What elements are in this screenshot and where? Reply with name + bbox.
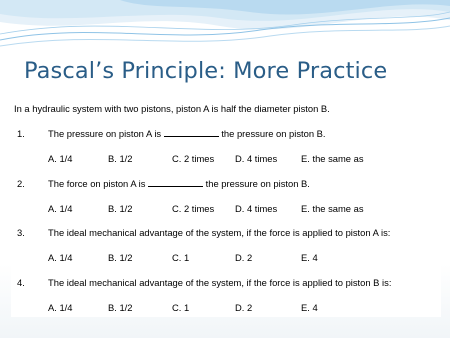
question-1 xyxy=(11,128,441,140)
question-number: 3. xyxy=(17,227,25,238)
option-c: C. 1 xyxy=(172,252,190,263)
question-text: The ideal mechanical advantage of the system, if the force is applied to piston B is: xyxy=(48,277,392,288)
question-4-options xyxy=(11,302,441,314)
question-3 xyxy=(11,227,441,239)
option-b: B. 1/2 xyxy=(108,252,133,263)
option-c: C. 2 times xyxy=(172,153,215,164)
option-e: E. the same as xyxy=(301,203,364,214)
question-number: 4. xyxy=(17,277,25,288)
option-e: E. the same as xyxy=(301,153,364,164)
intro-text: In a hydraulic system with two pistons, piston A is half the diameter piston B. xyxy=(14,103,330,114)
answer-blank xyxy=(148,178,203,187)
option-e: E. 4 xyxy=(301,302,318,313)
option-d: D. 4 times xyxy=(235,203,278,214)
option-a: A. 1/4 xyxy=(48,302,73,313)
question-4 xyxy=(11,277,441,289)
option-e: E. 4 xyxy=(301,252,318,263)
question-3-options xyxy=(11,252,441,264)
option-d: D. 2 xyxy=(235,252,253,263)
question-text: The force on piston A is the pressure on piston B. xyxy=(48,178,310,189)
question-2-options xyxy=(11,203,441,215)
option-d: D. 4 times xyxy=(235,153,278,164)
question-text: The ideal mechanical advantage of the system, if the force is applied to piston A is: xyxy=(48,227,391,238)
question-image xyxy=(11,101,441,317)
question-1-options xyxy=(11,153,441,165)
slide-title: Pascal’s Principle: More Practice xyxy=(24,58,388,84)
answer-blank xyxy=(164,128,219,137)
option-a: A. 1/4 xyxy=(48,203,73,214)
option-c: C. 2 times xyxy=(172,203,215,214)
question-number: 1. xyxy=(17,128,25,139)
option-b: B. 1/2 xyxy=(108,302,133,313)
question-text: The pressure on piston A is the pressure on piston B. xyxy=(48,128,326,139)
option-a: A. 1/4 xyxy=(48,252,73,263)
question-number: 2. xyxy=(17,178,25,189)
option-b: B. 1/2 xyxy=(108,203,133,214)
option-a: A. 1/4 xyxy=(48,153,73,164)
wave-decoration xyxy=(0,0,450,60)
option-b: B. 1/2 xyxy=(108,153,133,164)
question-2 xyxy=(11,178,441,190)
option-d: D. 2 xyxy=(235,302,253,313)
option-c: C. 1 xyxy=(172,302,190,313)
